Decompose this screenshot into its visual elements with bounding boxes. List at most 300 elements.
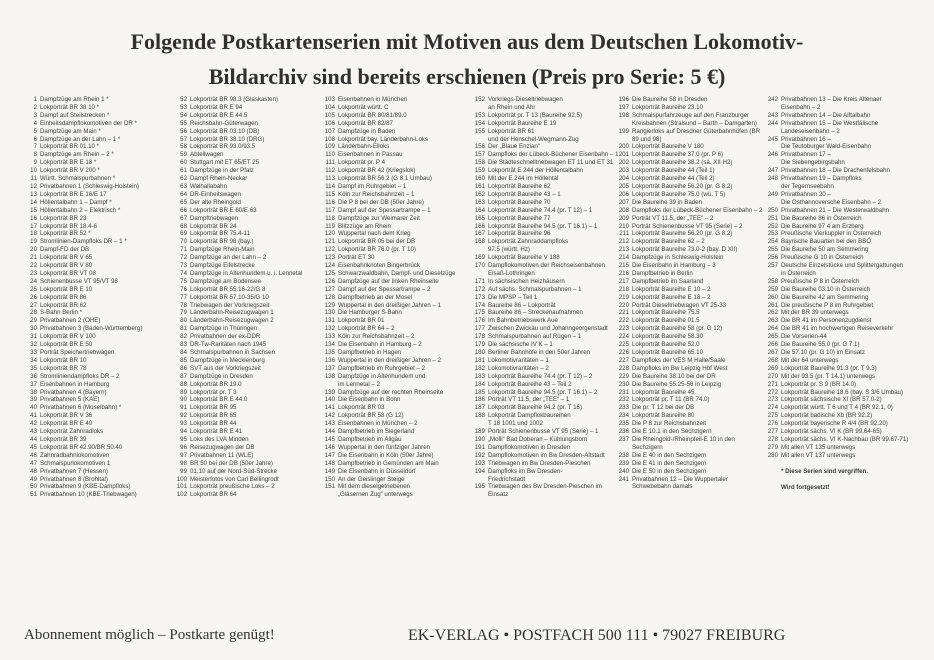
series-entry [614, 270, 762, 278]
series-title: Lokporträt Baureihe 58.30 [632, 333, 704, 341]
series-number: 194 [474, 467, 485, 475]
series-entry [614, 254, 762, 262]
series-title: Lokporträt BR VT 08 [40, 269, 96, 277]
series-number: 80 [180, 317, 187, 325]
series-number: 209 [618, 214, 629, 222]
series-title: Lokporträt BR E 10 [40, 285, 93, 293]
series-title: Reisezugwagen der DB [190, 443, 255, 451]
series-title-continuation: T 18 1001 und 1002 [488, 420, 543, 428]
series-number: 176 [474, 317, 485, 325]
series-number: 139 [324, 388, 335, 396]
series-title: Wuppertal in den fünfziger Jahren [338, 443, 431, 451]
series-title: Länderbahn-Reisezugwagen 1 [190, 309, 274, 317]
series-title: Köln zur Reichsbahnzeit – 1 [338, 190, 415, 198]
series-title: Lokporträt BR 75.4-11 [190, 230, 250, 238]
series-number: 256 [767, 254, 778, 262]
series-title: Die Baureihe 58 in Dresden [632, 96, 708, 103]
series-entry [763, 412, 908, 420]
series-entry [22, 183, 142, 191]
series-entry [614, 128, 762, 136]
series-entry [172, 136, 302, 144]
series-title: Dampfbetrieb im Ruhrgebiet – 2 [338, 364, 426, 372]
series-title: Vorkriegs-Dieseltriebwagen [488, 96, 563, 103]
series-number: 142 [324, 412, 335, 420]
series-entry [614, 302, 762, 310]
series-number: 269 [767, 364, 778, 372]
series-entry [172, 365, 302, 373]
series-number: 278 [767, 435, 778, 443]
series-title: Porträt Dieseltriebwagen VT 25-33 [632, 301, 727, 309]
series-number: 53 [180, 103, 187, 111]
series-number: 2 [33, 103, 37, 111]
series-entry [22, 96, 142, 104]
series-column-4 [470, 96, 618, 616]
series-entry [172, 428, 302, 436]
series-entry [763, 302, 908, 310]
series-number: 197 [618, 103, 629, 111]
series-number: 246 [767, 151, 778, 159]
series-entry [172, 333, 302, 341]
series-number: 163 [474, 198, 485, 206]
series-number: 223 [618, 325, 629, 333]
series-title: Lokporträt Baureihe E 19 [488, 119, 557, 127]
series-entry [614, 341, 762, 349]
series-number: 267 [767, 349, 778, 356]
series-entry [614, 452, 762, 460]
series-number: 270 [767, 372, 778, 380]
series-entry [614, 246, 762, 254]
series-number: 78 [180, 301, 187, 309]
series-entry [172, 270, 302, 278]
series-number: 252 [767, 222, 778, 230]
series-title: Lokporträt Baureihe 62 [488, 182, 551, 190]
series-column-3 [320, 96, 455, 616]
series-number: 203 [618, 167, 629, 175]
series-number: 102 [176, 491, 187, 499]
series-entry [320, 159, 455, 167]
series-entry [470, 207, 618, 215]
series-number: 244 [767, 119, 778, 127]
series-title: Die Eisenbahn in Düsseldorf [338, 467, 416, 475]
series-entry [22, 254, 142, 262]
series-number: 212 [618, 238, 629, 246]
series-number: 219 [618, 293, 629, 301]
series-entry [320, 120, 455, 128]
series-number: 119 [325, 222, 335, 230]
series-number: 146 [324, 443, 335, 451]
series-title: Lokporträt Baureihe E 18 – 2 [632, 293, 711, 301]
series-number: 67 [180, 214, 187, 222]
series-entry [22, 468, 142, 476]
series-title: Privatbahnen 4 (Bayern) [40, 388, 107, 396]
series-number: 127 [324, 285, 335, 293]
series-title: Baureihe 86 – Streckenaufnahmen [488, 309, 583, 317]
series-number: 45 [30, 443, 37, 451]
series-entry [320, 183, 455, 191]
series-title: Die P 8 zur Reichsbahnzeit [632, 420, 706, 428]
series-number: 137 [324, 364, 335, 372]
series-number: 174 [474, 301, 485, 309]
series-title: Lokporträt Baureihe 44 (Teil 2) [632, 175, 715, 183]
series-number: 236 [618, 428, 629, 436]
series-number: 235 [618, 420, 629, 428]
series-title: Lokporträt BR 93.0/93.5 [190, 143, 256, 151]
series-number: 85 [180, 356, 187, 364]
series-title: S-Bahn Berlin * [40, 309, 82, 317]
series-number: 117 [325, 206, 335, 214]
series-number: 31 [30, 333, 37, 341]
series-number: 90 [180, 396, 187, 404]
series-entry [22, 412, 142, 420]
series-entry [763, 357, 908, 365]
series-entry [470, 373, 618, 381]
series-title: Lokporträt Baureihe 94.5 (pr. T 16.1) – 1 [488, 222, 598, 230]
series-title: Lokporträt württ. C [338, 103, 389, 111]
series-entry [470, 254, 618, 262]
series-title: Wuppertal in den dreißiger Jahren – 1 [338, 301, 441, 309]
series-title: Dampfzüge auf der linken Rheinseite [338, 277, 439, 285]
series-title: Lokporträt E 244 der Höllentalbahn [488, 167, 584, 175]
series-entry [470, 238, 618, 246]
series-number: 164 [474, 206, 485, 214]
series-title: Bayrische Bauarten bei den BBÖ [781, 238, 872, 246]
series-entry [22, 128, 142, 136]
series-number: 23 [30, 269, 37, 277]
series-entry [22, 460, 142, 468]
series-title: Privatbahnen 16 – [781, 135, 831, 143]
series-number: 179 [474, 341, 485, 349]
series-title: Die Baureihe 38.10 bei der DR [632, 372, 716, 380]
series-number: 13 [30, 190, 37, 198]
series-number: 261 [767, 301, 778, 309]
series-number: 207 [618, 198, 629, 206]
series-title: Lokporträt pr. T 3 [190, 388, 237, 396]
series-entry [22, 404, 142, 412]
series-entry [320, 373, 455, 381]
series-title: Dampfbetrieb in Hagen [338, 349, 402, 356]
series-title: Lokporträt BR E 60/E 63 [190, 206, 257, 214]
headline-line-2: Bildarchiv sind bereits erschienen (Preis pro Serie: 5 €) [208, 64, 726, 89]
series-number: 254 [767, 238, 778, 246]
series-title: Dampfloks der VES M Halle/Saale [632, 356, 726, 364]
series-entry [614, 309, 762, 317]
series-entry [172, 254, 302, 262]
series-number: 57 [180, 135, 187, 143]
series-entry [172, 207, 302, 215]
series-entry [172, 381, 302, 389]
series-entry [22, 191, 142, 199]
series-title: Lokporträt Baureihe 52.0 [632, 341, 700, 349]
series-number: 279 [767, 443, 778, 451]
series-number: 159 [474, 167, 485, 175]
series-title: Porträt Schienenbusse VT 95 (Serie) – 2 [632, 222, 743, 230]
series-number: 275 [767, 412, 778, 420]
series-entry [320, 238, 455, 246]
series-entry [470, 444, 618, 452]
series-title: Dampfzüge in Mecklenburg [190, 356, 265, 364]
spacer [763, 476, 908, 484]
series-entry [320, 262, 455, 270]
series-entry [320, 444, 455, 452]
series-title: Dampfzüge zur Weimarer Zeit [338, 214, 420, 222]
series-title: Dampfzüge an der Lahn – 1 * [40, 135, 121, 143]
series-number: 250 [767, 206, 778, 214]
series-title: 01.10 auf der Nord-Süd-Strecke [190, 467, 278, 475]
series-title: Dampfloks der Lübeck-Büchener Eisenbahn – 2 [632, 206, 763, 214]
series-number: 221 [618, 309, 629, 317]
series-number: 175 [474, 309, 485, 317]
series-entry [172, 104, 302, 112]
series-number: 61 [180, 167, 187, 175]
series-title: Einheitsdampflokomotiven der DR * [40, 119, 137, 127]
series-title: Privatbahnen 17 – [781, 151, 831, 159]
series-number: 33 [30, 349, 37, 356]
series-title: Reichsbahn-Güterwagen [190, 119, 258, 127]
series-number: 157 [474, 151, 485, 159]
series-entry [470, 294, 618, 302]
series-title-continuation: an Rhein und Ahr [488, 103, 536, 111]
series-title: Lokporträt BR 44 [190, 420, 237, 428]
series-number: 188 [474, 412, 485, 420]
series-title: Lokomotivraritäten – 1 [488, 356, 549, 364]
series-title: Zwischen Zwickau und Johanngeorgenstadt [488, 325, 608, 333]
series-title: Preußische Vierkuppler in Österreich [781, 230, 882, 238]
series-title: Lokporträt Baureihe 58 (pr. G 12) [632, 325, 723, 333]
series-number: 152 [474, 96, 485, 103]
series-number: 26 [30, 293, 37, 301]
series-entry [614, 381, 762, 389]
series-number: 118 [325, 214, 335, 222]
series-title: Dampfbetrieb im Saarland [632, 277, 704, 285]
series-number: 225 [618, 341, 629, 349]
series-title: Lokporträt BR 38 10 * [40, 103, 100, 111]
series-number: 65 [180, 198, 187, 206]
series-entry [172, 223, 302, 231]
series-title: Lokporträt BR V 100 [40, 333, 96, 341]
series-number: 201 [618, 151, 629, 159]
series-entry [470, 183, 618, 191]
series-title: Triebwagen der Vorkriegszeit [190, 301, 270, 309]
series-title: Lokporträt BR E 16/E 17 [40, 190, 107, 198]
series-number: 75 [180, 277, 187, 285]
series-entry [763, 389, 908, 397]
series-entry [172, 167, 302, 175]
series-title: Lokporträt BR V 200 * [40, 167, 100, 175]
series-title: Lokporträt preußische Loks – 2 [190, 483, 275, 491]
series-title: Lokporträt Baureihe 56.20 (pr. G 8.2) [632, 230, 733, 238]
series-number: 187 [474, 404, 485, 412]
series-entry [172, 468, 302, 476]
series-title: Dampflokomotiven in Dresden [488, 443, 571, 451]
series-entry [763, 317, 908, 325]
series-title: Dampftriebwagen [190, 214, 239, 222]
series-title: Lokomotivraritäten – 2 [488, 364, 549, 372]
series-title: Stuttgart mit ET 65/ET 25 [190, 159, 260, 167]
series-number: 189 [474, 428, 485, 436]
series-entry [22, 365, 142, 373]
series-entry [172, 128, 302, 136]
series-number: 95 [180, 435, 187, 443]
series-title: Lokporträt BR E 40 [40, 420, 93, 428]
series-number: 97 [180, 451, 187, 459]
series-entry [763, 325, 908, 333]
series-title: Lokporträt BR 98.3 (Glaskasten) [190, 96, 279, 103]
series-entry [470, 483, 618, 491]
series-entry [320, 215, 455, 223]
series-title: DR-Tw-Raritäten nach 1945 [190, 341, 267, 349]
series-number: 239 [618, 459, 629, 467]
series-title: Lokporträt BR 86 [40, 293, 87, 301]
series-number: 274 [767, 404, 778, 412]
series-entry [614, 317, 762, 325]
series-number: 10 [30, 167, 37, 175]
series-entry [763, 175, 908, 183]
series-entry [763, 151, 908, 159]
series-title: Lokporträt BR 23 [40, 214, 87, 222]
series-title: Lokporträt Baureihe 73.0-2 (bay. D XII) [632, 246, 738, 254]
series-entry [172, 96, 302, 104]
series-entry [763, 349, 908, 357]
series-number: 108 [324, 135, 335, 143]
series-title: Lokporträt BR 61 [488, 127, 535, 135]
series-title: Porträt Schienenbusse VT 95 (Serie) – 1 [488, 428, 599, 436]
series-title: Lokporträt pr. T 11 (BR 74.0) [632, 396, 710, 404]
series-entry [320, 96, 455, 104]
series-number: 106 [324, 119, 335, 127]
series-title: Privatbahnen 12 – Die Wuppertaler [632, 475, 728, 483]
series-entry [172, 286, 302, 294]
series-title: Die E 50 in den Sechzigern [632, 467, 707, 475]
series-number: 27 [30, 301, 37, 309]
series-title: Dampfzüge am Rhein 1 * [40, 96, 109, 103]
series-entry [614, 365, 762, 373]
series-entry [763, 207, 908, 215]
series-entry [320, 349, 455, 357]
series-title: Privatbahnen 18 – Die Drachenfelsbahn [781, 167, 890, 175]
series-title: Lokporträt Baureihe 43 – Teil 2 [488, 380, 572, 388]
series-title: Privatbahnen 8 (Brohltal) [40, 475, 108, 483]
series-number: 98 [180, 459, 187, 467]
series-number: 74 [180, 269, 187, 277]
series-number: 43 [30, 428, 37, 436]
series-entry [763, 136, 908, 144]
series-entry [172, 325, 302, 333]
series-number: 277 [767, 428, 778, 436]
series-number: 124 [324, 262, 335, 270]
series-number: 151 [324, 483, 335, 491]
series-number: 60 [180, 159, 187, 167]
series-title: Lokporträt BR E 44.5 [190, 111, 248, 119]
series-title: Eisenbahnen in München [338, 96, 408, 103]
series-entry [614, 104, 762, 112]
series-title: Schmalspurfahrzeuge auf den Franzburger [632, 111, 750, 119]
series-title: Lokporträt BR 56.2 (G 8.1 Umbau) [338, 175, 432, 183]
series-entry [22, 302, 142, 310]
series-entry [22, 325, 142, 333]
series-title: Wuppertal in den dreißiger Jahren – 2 [338, 356, 441, 364]
series-number: 192 [474, 451, 485, 459]
series-entry [22, 167, 142, 175]
series-title: Dampf auf der Spessartrampe – 2 [338, 285, 431, 293]
series-entry [172, 452, 302, 460]
series-number: 206 [618, 190, 629, 198]
series-number: 183 [474, 372, 485, 380]
series-number: 82 [180, 333, 187, 341]
series-title: Lokporträt BR 18.4-6 [40, 222, 98, 230]
series-entry [470, 381, 618, 389]
series-entry [763, 404, 908, 412]
series-column-1 [22, 96, 142, 616]
series-entry [763, 420, 908, 428]
series-title: Porträt VT 11.5, der „TEE“ – 1 [488, 396, 570, 404]
series-title: Länderbahn-Elloks [338, 143, 390, 151]
series-entry [172, 349, 302, 357]
series-title: Eisenbahnen in München – 2 [338, 420, 418, 428]
series-title: Dampfbetrieb an der Mosel [338, 293, 413, 301]
series-entry [320, 302, 455, 310]
series-title: Lokporträt sächs. VI K (BR 99.64-65) [781, 428, 882, 436]
series-title: Dampfbetrieb im Allgäu [338, 435, 402, 443]
series-number: 195 [474, 483, 485, 491]
series-number: 76 [180, 285, 187, 293]
series-number: 100 [176, 475, 187, 483]
series-number: 260 [767, 293, 778, 301]
series-number: 170 [474, 262, 485, 270]
series-entry [763, 215, 908, 223]
series-title: Privatbahnen 6 (Moselbahn) * [40, 404, 122, 412]
series-number: 101 [176, 483, 187, 491]
series-number: 262 [767, 309, 778, 317]
series-title: Die Rheingold-/Rheinpfeil-E 10 in den [632, 435, 735, 443]
series-number: 40 [30, 404, 37, 412]
series-number: 280 [767, 451, 778, 459]
publisher-address: EK-VERLAG • POSTFACH 500 111 • 79027 FREIBURG [408, 627, 786, 644]
series-entry [763, 436, 908, 444]
series-entry [22, 262, 142, 270]
series-title: Dampfbetrieb in Berlin [632, 269, 693, 277]
series-entry [172, 444, 302, 452]
series-title: Lokporträt BR 42.90/BR 50.40 [40, 443, 123, 451]
series-title: Dampfloks der Lübeck-Büchener Eisenbahn – 1 [488, 151, 619, 159]
series-entry [763, 309, 908, 317]
series-number: 162 [474, 190, 485, 198]
series-entry [22, 120, 142, 128]
series-number: 110 [325, 151, 335, 159]
series-entry [22, 436, 142, 444]
series-entry [470, 357, 618, 365]
series-entry [763, 381, 908, 389]
series-number: 218 [618, 285, 629, 293]
series-entry [22, 246, 142, 254]
series-entry [614, 373, 762, 381]
series-title: Württ. Schmalspurbahnen * [40, 175, 116, 183]
series-title: Im Bahnbetriebswerk Aue [488, 317, 558, 325]
series-title: Lokporträt BR V 65 [40, 254, 93, 262]
series-entry [172, 294, 302, 302]
series-entry [614, 96, 762, 104]
series-number: 136 [324, 356, 335, 364]
series-entry [470, 317, 618, 325]
series-number: 7 [33, 143, 37, 151]
series-number: 16 [30, 214, 37, 222]
series-number: 178 [474, 333, 485, 341]
series-entry [320, 428, 455, 436]
series-entry [22, 278, 142, 286]
series-entry [172, 309, 302, 317]
series-number: 52 [180, 96, 187, 103]
series-entry [763, 428, 908, 436]
series-number: 211 [619, 230, 629, 238]
